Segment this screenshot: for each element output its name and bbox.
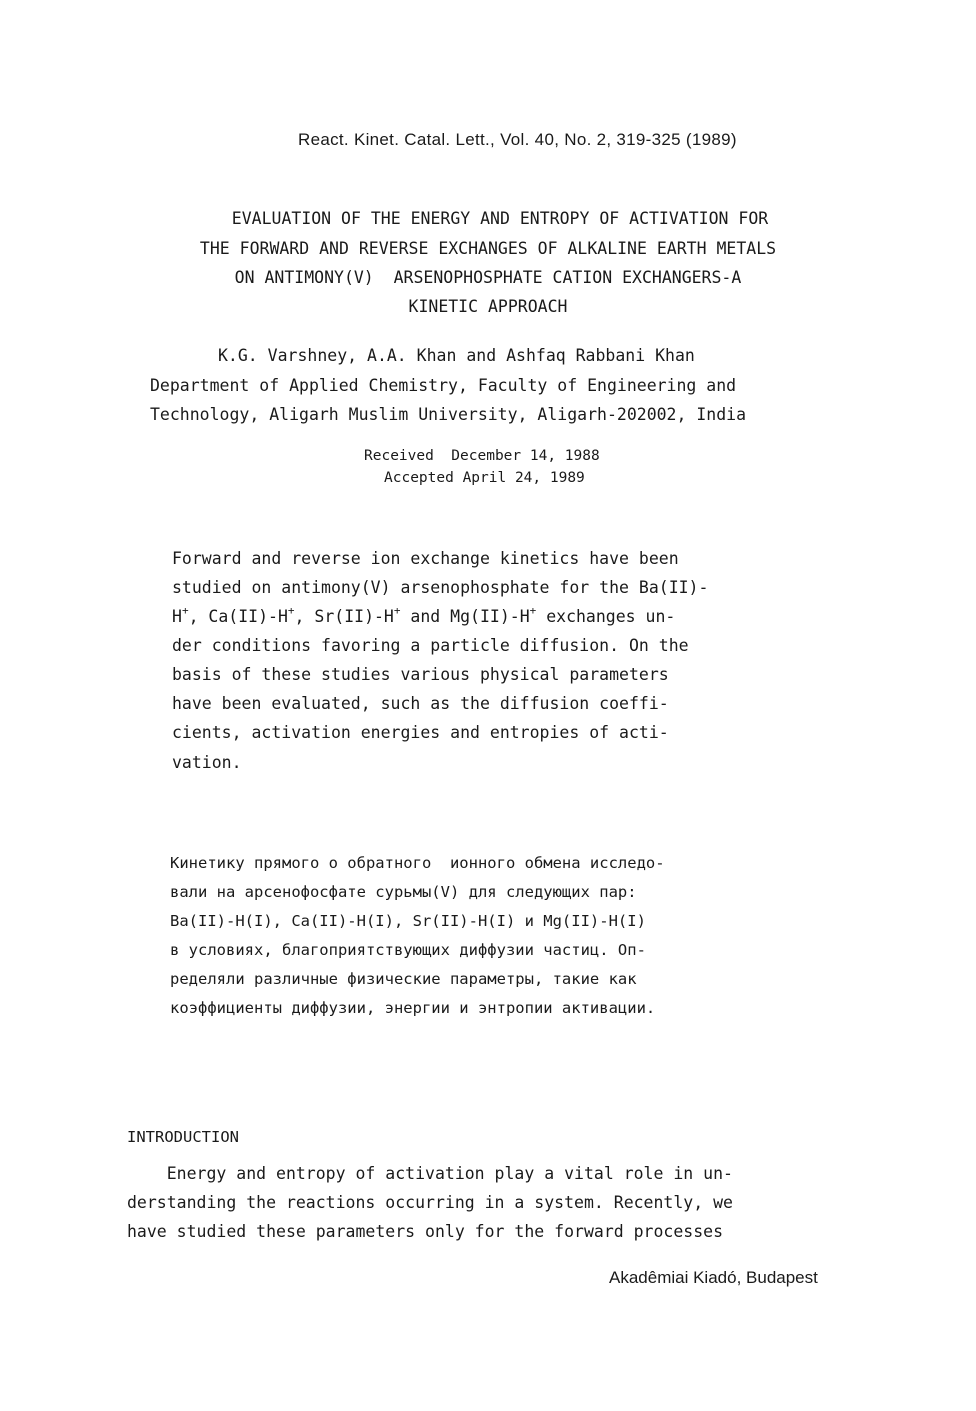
- title-line-4: KINETIC APPROACH: [408, 297, 568, 316]
- abstract-text: , Ca(II)-H: [188, 607, 288, 626]
- authors: K.G. Varshney, A.A. Khan and Ashfaq Rabbani Khan: [218, 346, 695, 365]
- abstract-ru-line-5: ределяли различные физические параметры, такие как: [170, 970, 637, 988]
- abstract-line-7: cients, activation energies and entropies of acti-: [172, 723, 669, 742]
- abstract-line-6: have been evaluated, such as the diffusion coeffi-: [172, 694, 669, 713]
- intro-line-3: have studied these parameters only for the forward processes: [127, 1222, 724, 1241]
- abstract-text: , Sr(II)-H: [294, 607, 394, 626]
- received-date: Received December 14, 1988: [364, 448, 600, 464]
- abstract-ru-line-6: коэффициенты диффузии, энергии и энтропии активации.: [170, 999, 656, 1017]
- abstract-text: H: [172, 607, 182, 626]
- abstract-line-5: basis of these studies various physical parameters: [172, 665, 669, 684]
- title-line-1: EVALUATION OF THE ENERGY AND ENTROPY OF ACTIVATION FOR: [231, 209, 769, 228]
- superscript-plus: +: [287, 603, 295, 617]
- abstract-ru-line-2: вали на арсенофосфате сурьмы(V) для следующих пар:: [170, 883, 637, 901]
- abstract-line-4: der conditions favoring a particle diffusion. On the: [172, 636, 689, 655]
- abstract-line-3: [172, 603, 676, 627]
- abstract-ru-line-3: Ba(II)-H(I), Ca(II)-H(I), Sr(II)-H(I) и Mg(II)-H(I): [170, 912, 646, 930]
- intro-line-1: Energy and entropy of activation play a vital role in un-: [127, 1164, 733, 1183]
- title-line-2: THE FORWARD AND REVERSE EXCHANGES OF ALKALINE EARTH METALS: [199, 239, 777, 258]
- abstract-text: and Mg(II)-H: [400, 607, 530, 626]
- abstract-ru-line-4: в условиях, благоприятствующих диффузии частиц. Оп-: [170, 941, 646, 959]
- abstract-ru-line-1: Кинетику прямого о обратного ионного обмена исследо-: [170, 854, 665, 872]
- abstract-text: exchanges un-: [536, 607, 676, 626]
- superscript-plus: +: [393, 603, 401, 617]
- superscript-plus: +: [181, 603, 189, 617]
- abstract-line-1: Forward and reverse ion exchange kinetics have been: [172, 549, 679, 568]
- affiliation-line-1: Department of Applied Chemistry, Faculty of Engineering and: [150, 376, 737, 395]
- superscript-plus: +: [529, 603, 537, 617]
- abstract-line-8: vation.: [172, 753, 242, 772]
- accepted-date: Accepted April 24, 1989: [384, 470, 585, 486]
- intro-line-2: derstanding the reactions occurring in a system. Recently, we: [127, 1193, 733, 1212]
- affiliation-line-2: Technology, Aligarh Muslim University, Aligarh-202002, India: [150, 405, 747, 424]
- section-heading-introduction: INTRODUCTION: [127, 1128, 239, 1146]
- title-line-3: ON ANTIMONY(V) ARSENOPHOSPHATE CATION EXCHANGERS-A: [234, 268, 742, 287]
- publisher-footer: Akadêmiai Kiadó, Budapest: [609, 1268, 818, 1287]
- abstract-line-2: studied on antimony(V) arsenophosphate for the Ba(II)-: [172, 578, 709, 597]
- citation: React. Kinet. Catal. Lett., Vol. 40, No. 2, 319-325 (1989): [298, 130, 737, 149]
